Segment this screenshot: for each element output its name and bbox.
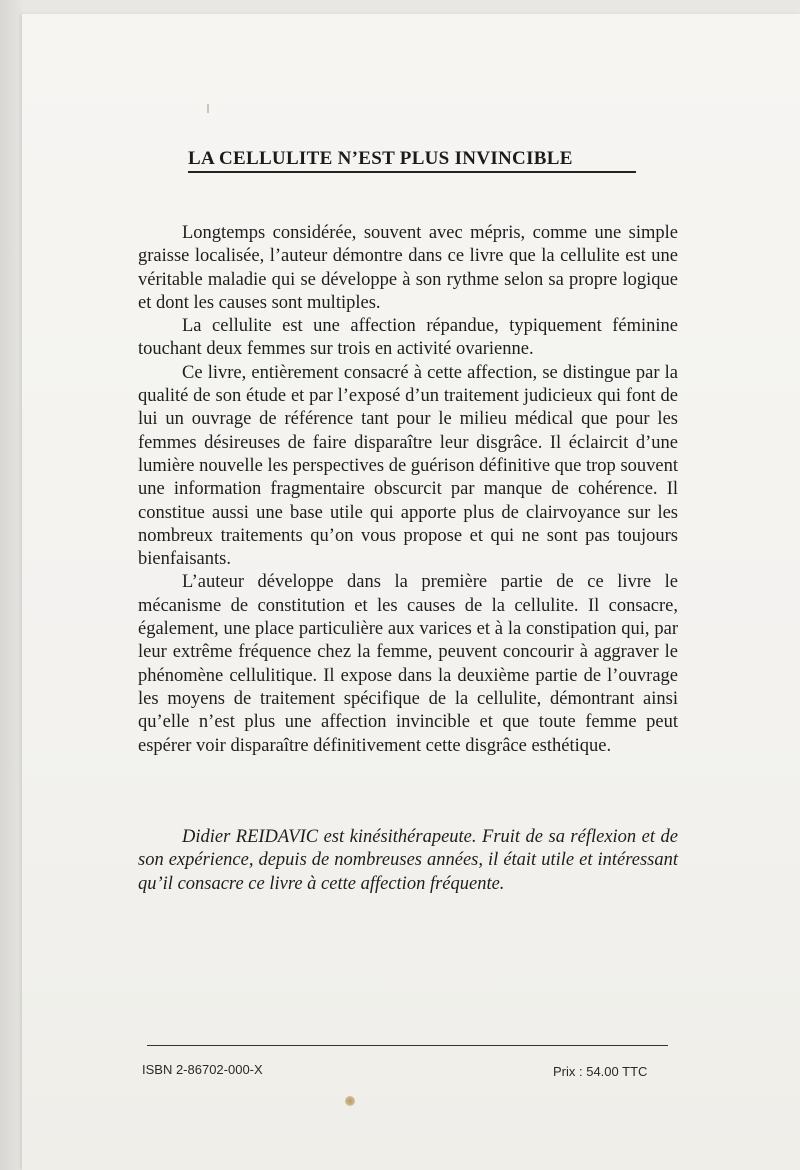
paragraph-1: Longtemps considérée, souvent avec mépris, comme une simple graisse localisée, l’auteur démontre dans ce livre que la cellulite est une véritable maladie qui se développe à son rythme selon sa propre logique et dont les causes sont multiples. [138,223,678,313]
author-note: Didier REIDAVIC est kinésithérapeute. Fruit de sa réflexion et de son expérience, depuis de nombreuses années, il était utile et intéressant qu’il consacre ce livre à cette affection fréquente. [138,827,678,894]
isbn-label: ISBN 2-86702-000-X [142,1062,263,1077]
blurb-body [138,222,678,758]
price-label: Prix : 54.00 TTC [553,1064,648,1079]
paper-stain [345,1096,355,1106]
paper-speck [207,104,209,113]
paragraph-2: La cellulite est une affection répandue, typiquement féminine touchant deux femmes sur trois en activité ovarienne. [138,316,678,360]
paragraph-3: Ce livre, entièrement consacré à cette affection, se distingue par la qualité de son étude et par l’exposé d’un traitement judicieux qui font de lui un ouvrage de référence tant pour le milieu médical que pour les femmes désireuses de faire disparaître leur disgrâce. Il éclaircit d’une lumière nouvelle les perspectives de guérison définitive que trop souvent une information fragmentaire obscurcit par manque de cohérence. Il constitue aussi une base utile qui apporte plus de clairvoyance sur les nombreux traitements qu’on vous propose et qui ne sont pas toujours bienfaisants. [138,362,678,570]
footer-divider [147,1045,668,1046]
page-title: LA CELLULITE N’EST PLUS INVINCIBLE [188,148,636,173]
cover-left-edge [0,0,22,1170]
paragraph-4: L’auteur développe dans la première partie de ce livre le mécanisme de constitution et les causes de la cellulite. Il consacre, également, une place particulière aux varices et à la constipation qui, par leur extrême fréquence chez la femme, peuvent concourir à aggraver le phénomène cellulitique. Il expose dans la deuxième partie de l’ouvrage les moyens de traitement spécifique de la cellulite, démontrant ainsi qu’elle n’est plus une affection invincible et que toute femme peut espérer voir disparaître définitivement cette disgrâce esthétique. [138,572,678,756]
